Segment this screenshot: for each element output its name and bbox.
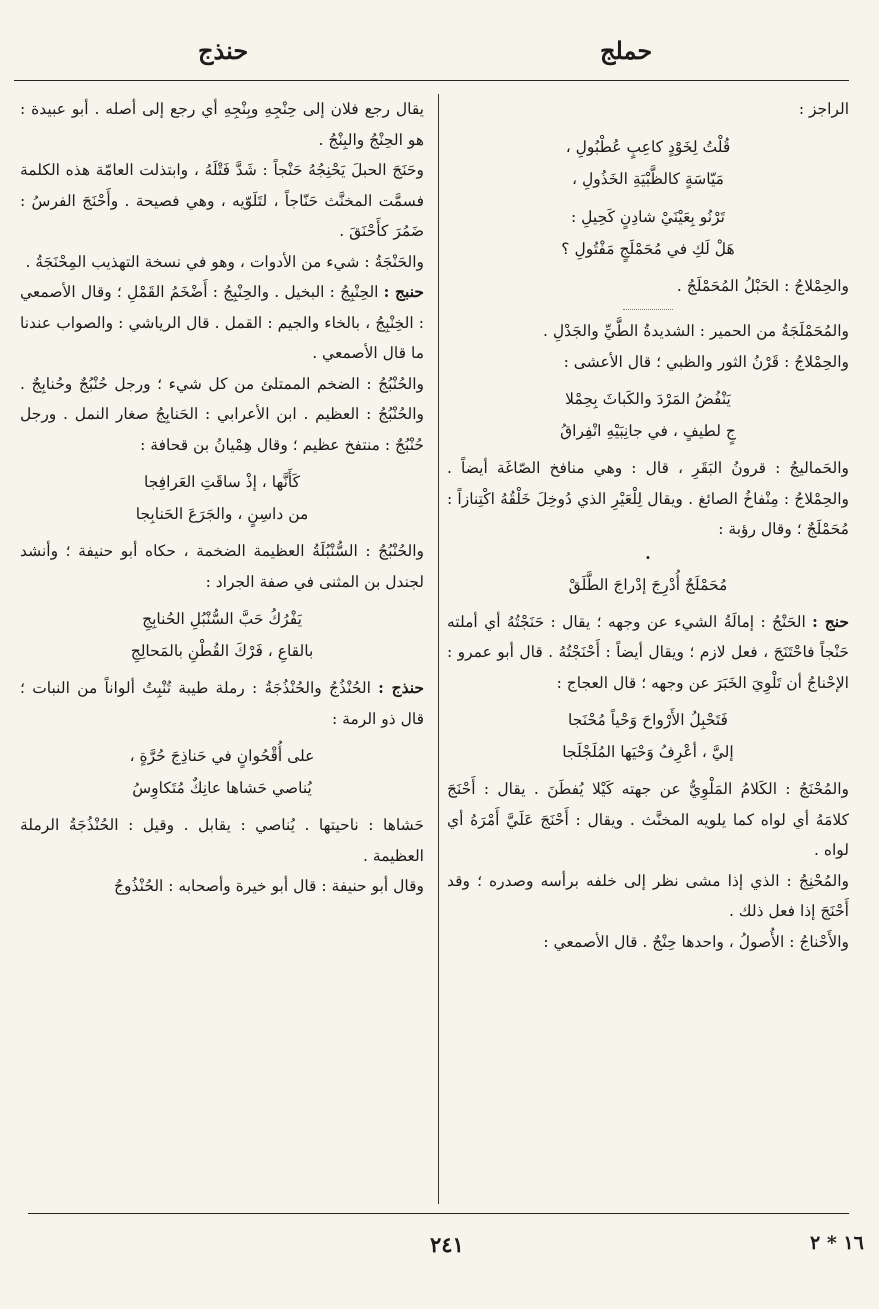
entry-headword: حنذج : (378, 678, 424, 697)
footer-rule (28, 1213, 849, 1214)
page-number: ٢٤١ (430, 1232, 464, 1257)
entry-paragraph (447, 607, 849, 699)
verse-line: يُناصي حَشاها عانِكٌ مُتَكاوِسُ (132, 779, 312, 797)
verse-line: جٍ لطيفٍ ، في جانِبَيْهِ انْفِراقُ (560, 422, 736, 440)
paragraph: والمُحْنَجُ : الكَلامُ المَلْوِيُّ عن جهته كَيْلا يُفطَنَ . يقال : أَحْنَجَ كلامَهُ أي لواه كما يلويه المخنَّث . ويقال : أَحْنَجَ عَلَيَّ أَمْرَهُ أي لواه . (447, 780, 849, 859)
verse (20, 603, 424, 667)
entry-headword: حنج : (812, 611, 849, 631)
entry-text: الحِنْبِجُ : البخيل . والحِنْبِجُ : أَضْخَمُ القَمْلِ ؛ وقال الأصمعي : الخِنْبِجُ ، بالخاء والجيم : القمل . قال الرياشي : والصواب عندنا ما قال الأصمعي . (20, 283, 424, 362)
verse-line: تَرْنُو بِعَيْنَيْ شادِنٍ كَحِيلِ : (571, 207, 725, 226)
right-headword: حملج (600, 36, 653, 65)
paragraph: والمُحَمْلَجَةُ من الحمير : الشديدةُ الطَّيِّ والجَدْلِ . (543, 322, 849, 340)
dot-mark: . (645, 543, 651, 563)
paragraph: وقال أبو حنيفة : قال أبو خيرة وأصحابه : الحُنْذُوجُ (114, 877, 424, 895)
verse-line: هَلْ لَكِ في مُحَمْلَجٍ مَفْتُولِ ؟ (561, 239, 735, 258)
entry-text: الحَنْجُ : إمالَةُ الشيء عن وجهه ؛ يقال : حَنَجْتُهُ أي أملته حَنْجاً فاحْتَنَجَ ، فعل لازم ؛ ويقال أيضاً : أَحْنَجْتُهُ . قال أبو عمرو : الإحْناجُ أن تَلْوِيَ الخَبَرَ عن وجهه ؛ قال العجاج : (447, 612, 849, 692)
verse (447, 569, 849, 601)
paragraph: وحَنَجَ الحبلَ يَحْنِجُهُ حَنْجاً : شَدَّ فَتْلَهُ ، وابتذلت العامّة هذه الكلمة فسمَّت المخنَّث حَنّاجاً ، لتَلَوّيه ، وهي فصيحة . وأَحْنَجَ الفرسُ : ضَمُرَ كأَحْنَقَ . (20, 161, 424, 240)
verse-line: كَأَنَّها ، إذْ ساقَتِ العَرافِجا (143, 473, 301, 491)
entry-text: الحُنْذُجُ والحُنْذُجَةُ : رملة طيبة تُنْبِتُ ألواناً من النبات ؛ قال ذو الرمة : (20, 679, 424, 728)
left-column (20, 94, 424, 1204)
paragraph: والحَنْجَةُ : شيء من الأدوات ، وهو في نسخة التهذيب المِحْنَجَةُ . (25, 252, 424, 271)
text-line: الراجز : (798, 100, 849, 118)
signature-mark: ١٦ * ٢ (810, 1232, 864, 1254)
paragraph: يقال رجع فلان إلى حِنْجِهِ وبِنْجِهِ أي رجع إلى أصله . أبو عبيدة : هو الحِنْجُ والبِنْجُ . (20, 100, 424, 149)
entry-paragraph (20, 673, 424, 734)
verse-line: إليَّ ، أعْرِفُ وَحْيَها المُلَجْلَجا (562, 743, 734, 761)
paragraph: والحِمْلاجُ : الحَبْلُ المُحَمْلَجُ . (676, 276, 849, 295)
verse (447, 131, 849, 195)
verse (447, 201, 849, 265)
verse-line: يَنْفُضُ المَرْدَ والكَباثَ بِحِمْلا (565, 390, 731, 408)
paragraph: والحُنْبُجُ : السُّنْبُلَةُ العظيمة الضخمة ، حكاه أبو حنيفة ؛ وأنشد لجندل بن المثنى في صفة الجراد : (20, 542, 424, 591)
verse-line: يَفْرُكُ حَبَّ السُّنْبُلِ الحُنابِجِ (142, 610, 302, 628)
column-divider (438, 94, 439, 1204)
verse-line: قُلْتُ لِخَوْدٍ كاعِبٍ عُطْبُولِ ، (565, 137, 731, 156)
paragraph: والحَماليجُ : قرونُ البَقَرِ ، قال : وهي منافخ الصّاغَة أيضاً . والحِمْلاجُ : مِنْفاخُ الصائغ . ويقال لِلْعَيْرِ الذي دُوخِلَ خَلْقُهُ اكْتِنازاً : مُحَمْلَجٌ ؛ وقال رؤبة : (447, 459, 849, 538)
verse-line: مُحَمْلَجٌ أُدْرِجَ إدْراجَ الطَّلَقْ (568, 575, 728, 594)
verse-line: على أُقْحُوانٍ في حَناذِجَ حُرَّةٍ ، (129, 747, 315, 765)
entry-paragraph (20, 277, 424, 369)
header-rule (14, 80, 849, 81)
paragraph: والحُنْبُجُ : الضخم الممتلئ من كل شيء ؛ ورجل حُنْبُجٌ وحُنابِجٌ . والحُنْبُجُ : العظيم . ابن الأعرابي : الحَنابِجُ صغار النمل . ورجل حُنْبُجٌ : منتفخ عظيم ؛ وقال هِمْيانُ بن قحافة : (20, 374, 424, 454)
verse-line: فَتَحْبِلُ الأَرْواحَ وَحْياً مُحْنَجا (568, 711, 728, 729)
dotted-separator (623, 309, 673, 310)
verse (447, 704, 849, 768)
verse-line: بالقاعِ ، فَرْكَ القُطْنِ بالمَحالِجِ (130, 642, 314, 660)
paragraph: والمُحْنِجُ : الذي إذا مشى نظر إلى خلفه برأسه وصدره ؛ وقد أَحْنَجَ إذا فعل ذلك . (447, 871, 849, 920)
paragraph: حَشاها : ناحيتها . يُناصي : يقابل . وقيل : الحُنْذُجَةُ الرملة العظيمة . (20, 816, 424, 865)
paragraph: والحِمْلاجُ : قَرْنُ الثور والظبي ؛ قال الأعشى : (563, 352, 849, 371)
verse-line: مَيّاسَةٍ كالظَّبْيَةِ الخَذُولِ ، (572, 169, 724, 188)
left-headword: حنذج (198, 36, 249, 65)
paragraph: والأَحْناجُ : الأُصولُ ، واحدها حِنْجٌ . قال الأصمعي : (543, 932, 849, 951)
verse-line: من داسِنٍ ، والجَرَعَ الحَنابِجا (135, 505, 309, 523)
entry-headword: حنبج : (383, 282, 424, 301)
right-column (447, 94, 849, 1204)
verse (20, 466, 424, 530)
verse (447, 383, 849, 447)
verse (20, 740, 424, 804)
